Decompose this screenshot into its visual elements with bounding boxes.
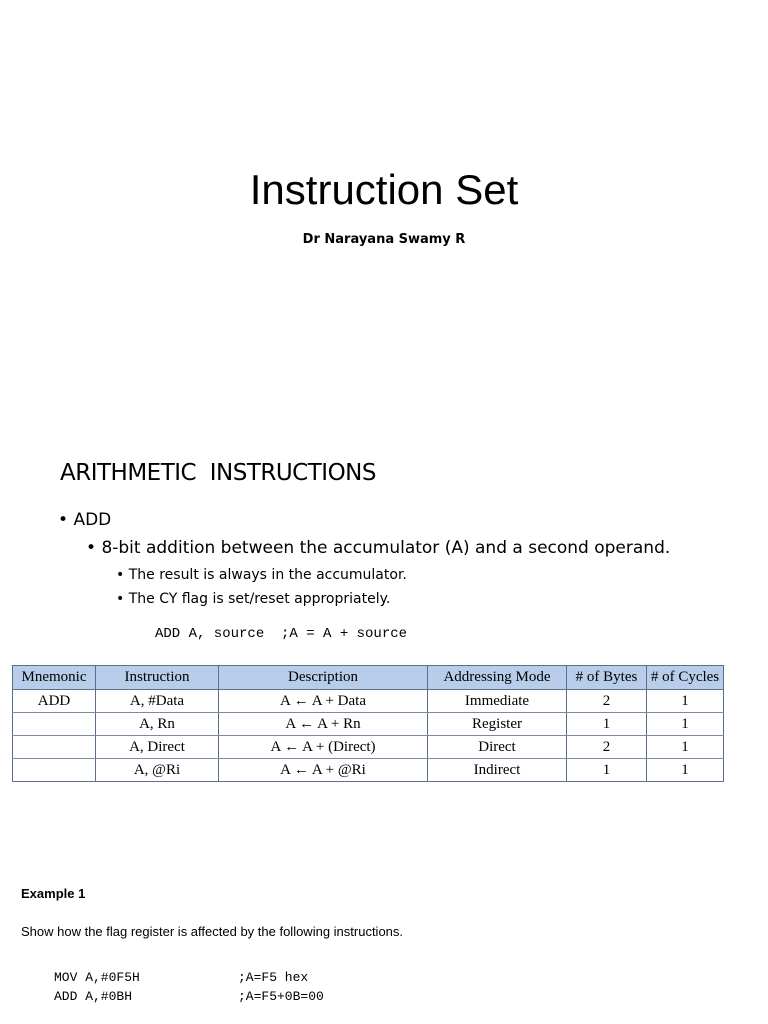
cell-instruction: A, @Ri <box>96 759 219 782</box>
table-row <box>13 713 724 736</box>
cell-bytes: 1 <box>567 713 647 736</box>
cell-mnemonic <box>13 736 96 759</box>
cell-cycles: 1 <box>647 713 724 736</box>
cell-addressing-mode: Indirect <box>428 759 567 782</box>
cell-mnemonic: ADD <box>13 690 96 713</box>
cell-cycles: 1 <box>647 759 724 782</box>
cell-bytes: 2 <box>567 736 647 759</box>
bullet-result-note: • The result is always in the accumulator. <box>116 567 407 583</box>
header-mnemonic: Mnemonic <box>13 666 96 690</box>
cell-mnemonic <box>13 759 96 782</box>
example-title: Example 1 <box>21 886 86 901</box>
cell-instruction: A, Rn <box>96 713 219 736</box>
bullet-add-description: • 8-bit addition between the accumulator (A) and a second operand. <box>86 538 671 558</box>
syntax-line: ADD A, source ;A = A + source <box>155 626 408 642</box>
example-code-comment: ;A=F5 hex <box>238 970 309 985</box>
header-addressing-mode: Addressing Mode <box>428 666 567 690</box>
page-title: Instruction Set <box>249 166 519 213</box>
cell-cycles: 1 <box>647 690 724 713</box>
cell-addressing-mode: Direct <box>428 736 567 759</box>
example-code-comment: ;A=F5+0B=00 <box>238 989 324 1004</box>
bullet-cy-flag-note: • The CY flag is set/reset appropriately. <box>116 591 391 607</box>
example-code-line: MOV A,#0F5H <box>54 970 140 985</box>
bullet-add-text: ADD <box>73 510 112 530</box>
bullet-add-description-text: 8-bit addition between the accumulator (A) and a second operand. <box>101 538 671 558</box>
bullet-cy-flag-note-text: The CY flag is set/reset appropriately. <box>128 591 391 607</box>
cell-addressing-mode: Immediate <box>428 690 567 713</box>
table-row <box>13 690 724 713</box>
header-instruction: Instruction <box>96 666 219 690</box>
example-code-line: ADD A,#0BH <box>54 989 133 1004</box>
table-row <box>13 736 724 759</box>
cell-bytes: 2 <box>567 690 647 713</box>
bullet-result-note-text: The result is always in the accumulator. <box>128 567 407 583</box>
table-row <box>13 759 724 782</box>
bullet-add: • ADD <box>58 510 112 530</box>
cell-description: A ← A + (Direct) <box>219 736 428 759</box>
cell-bytes: 1 <box>567 759 647 782</box>
author-name: Dr Narayana Swamy R <box>302 232 466 247</box>
header-bytes: # of Bytes <box>567 666 647 690</box>
cell-instruction: A, #Data <box>96 690 219 713</box>
header-description: Description <box>219 666 428 690</box>
cell-addressing-mode: Register <box>428 713 567 736</box>
cell-mnemonic <box>13 713 96 736</box>
table-header-row <box>13 666 724 690</box>
instruction-table <box>12 665 724 782</box>
example-text: Show how the flag register is affected by the following instructions. <box>21 924 404 939</box>
cell-description: A ← A + @Ri <box>219 759 428 782</box>
section-heading: ARITHMETIC INSTRUCTIONS <box>60 460 376 486</box>
header-cycles: # of Cycles <box>647 666 724 690</box>
cell-cycles: 1 <box>647 736 724 759</box>
cell-description: A ← A + Rn <box>219 713 428 736</box>
cell-description: A ← A + Data <box>219 690 428 713</box>
cell-instruction: A, Direct <box>96 736 219 759</box>
